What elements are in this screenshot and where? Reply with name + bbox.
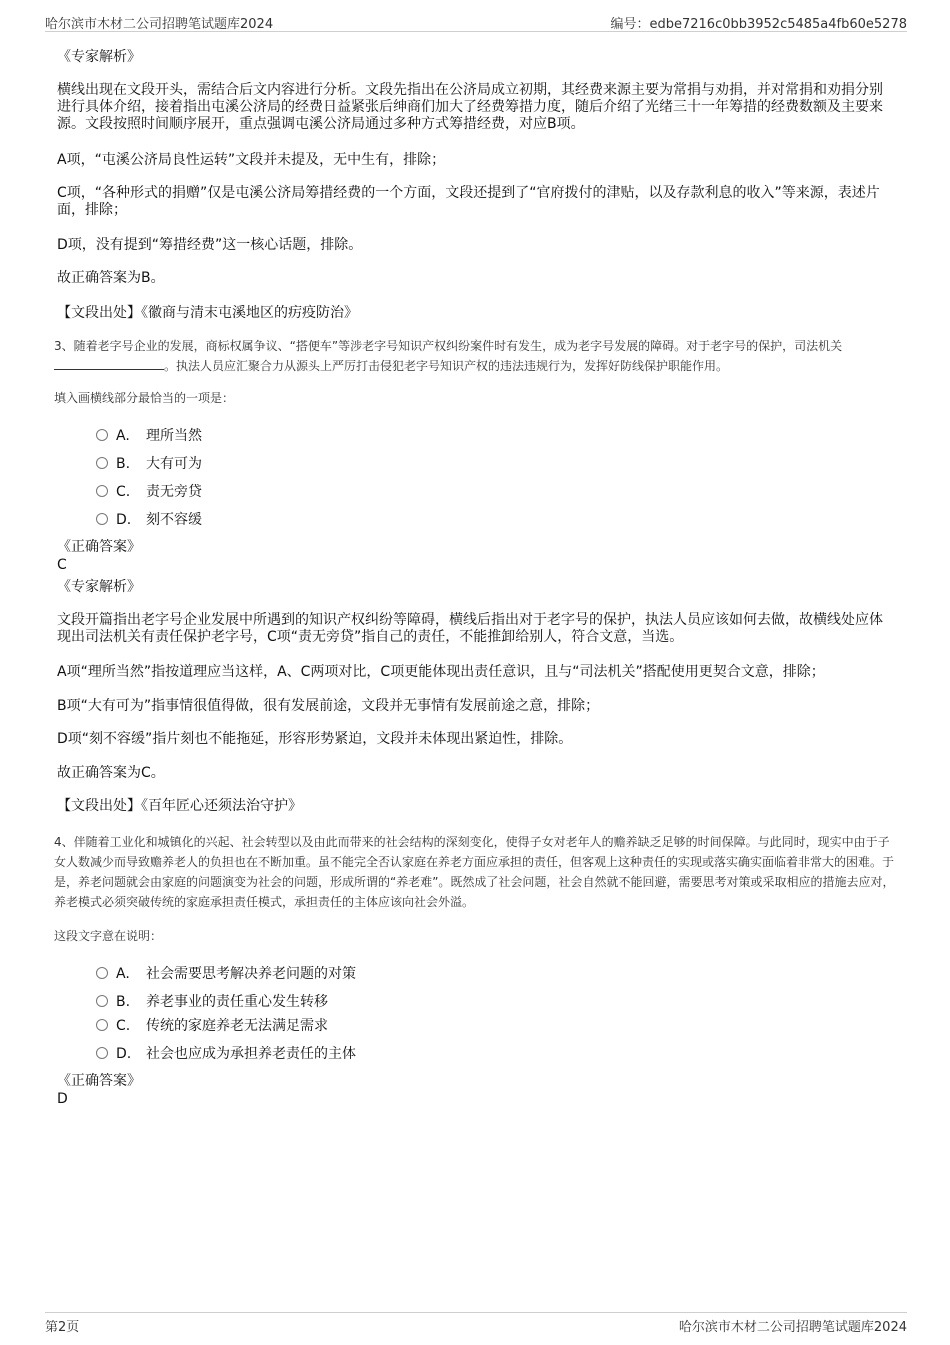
- option-key: D.: [116, 1046, 132, 1062]
- question-3-option-b[interactable]: [96, 453, 202, 473]
- analysis-title: 《专家解析》: [57, 579, 141, 595]
- option-key: B.: [116, 456, 131, 472]
- question-4-prompt: 这段文字意在说明：: [54, 929, 163, 943]
- question-3-prompt: 填入画横线部分最恰当的一项是：: [54, 391, 235, 405]
- page-header: [45, 13, 907, 32]
- option-key: C.: [116, 1018, 131, 1034]
- analysis-conclusion: 故正确答案为C。: [57, 765, 165, 781]
- answer-title: 《正确答案》: [57, 1073, 141, 1089]
- analysis-paragraph: B项“大有可为”指事情很值得做，很有发展前途，文段并无事情有发展前途之意，排除；: [57, 698, 600, 714]
- radio-icon[interactable]: [96, 995, 108, 1007]
- radio-icon[interactable]: [96, 457, 108, 469]
- option-text: 大有可为: [146, 456, 202, 472]
- option-key: D.: [116, 512, 132, 528]
- correct-answer: D: [57, 1091, 68, 1107]
- source-citation: 【文段出处】《徽商与清末屯溪地区的疠疫防治》: [57, 305, 358, 321]
- question-3-option-a[interactable]: [96, 425, 202, 445]
- analysis-conclusion: 故正确答案为B。: [57, 270, 165, 286]
- source-citation: 【文段出处】《百年匠心还须法治守护》: [57, 798, 302, 814]
- question-3-stem: [54, 336, 900, 376]
- option-text: 传统的家庭养老无法满足需求: [146, 1018, 328, 1034]
- radio-icon[interactable]: [96, 1047, 108, 1059]
- question-3-text-before: 3、随着老字号企业的发展，商标权属争议、“搭便车”等涉老字号知识产权纠纷案件时有发生，成为老字号发展的障碍。对于老字号的保护，司法机关: [54, 339, 843, 353]
- radio-icon[interactable]: [96, 429, 108, 441]
- question-3-text-after: 。执法人员应汇聚合力从源头上严厉打击侵犯老字号知识产权的违法违规行为，发挥好防线保护职能作用。: [164, 359, 729, 373]
- question-4-option-b[interactable]: [96, 991, 328, 1011]
- option-text: 责无旁贷: [146, 484, 202, 500]
- option-text: 养老事业的责任重心发生转移: [146, 994, 328, 1010]
- header-title: 哈尔滨市木材二公司招聘笔试题库2024: [45, 17, 274, 32]
- answer-title: 《正确答案》: [57, 539, 141, 555]
- question-4-option-c[interactable]: [96, 1015, 328, 1035]
- analysis-paragraph: A项，“屯溪公济局良性运转”文段并未提及，无中生有，排除；: [57, 152, 446, 168]
- radio-icon[interactable]: [96, 1019, 108, 1031]
- analysis-title: 《专家解析》: [57, 49, 141, 65]
- option-key: A.: [116, 966, 130, 982]
- question-4-option-d[interactable]: [96, 1043, 356, 1063]
- analysis-paragraph: D项“刻不容缓”指片刻也不能拖延，形容形势紧迫，文段并未体现出紧迫性，排除。: [57, 731, 573, 747]
- option-key: C.: [116, 484, 131, 500]
- analysis-paragraph: D项，没有提到“筹措经费”这一核心话题，排除。: [57, 237, 363, 253]
- option-text: 理所当然: [146, 428, 202, 444]
- footer-title: 哈尔滨市木材二公司招聘笔试题库2024: [678, 1320, 907, 1335]
- question-3-option-d[interactable]: [96, 509, 202, 529]
- question-3-option-c[interactable]: [96, 481, 202, 501]
- option-text: 刻不容缓: [146, 512, 202, 528]
- analysis-paragraph: C项，“各种形式的捐赠”仅是屯溪公济局筹措经费的一个方面，文段还提到了“官府拨付的津贴，以及存款利息的收入”等来源，表述片面，排除；: [57, 185, 880, 218]
- analysis-paragraph: 横线出现在文段开头，需结合后文内容进行分析。文段先指出在公济局成立初期，其经费来源主要为常捐与劝捐，并对常捐和劝捐分别进行具体介绍，接着指出屯溪公济局的经费日益紧张后绅商们加大了经费筹措力度，随后介绍了光绪三十一年筹措的经费数额及主要来源。文段按照时间顺序展开，重点强调屯溪公济局通过多种方式筹措经费，对应B项。: [57, 82, 883, 132]
- fill-blank-line: [54, 357, 164, 370]
- option-text: 社会也应成为承担养老责任的主体: [146, 1046, 356, 1062]
- radio-icon[interactable]: [96, 513, 108, 525]
- page-number: 第2页: [45, 1320, 80, 1335]
- question-4-stem: 4、伴随着工业化和城镇化的兴起、社会转型以及由此而带来的社会结构的深刻变化，使得子女对老年人的赡养缺乏足够的时间保障。与此同时，现实中由于子女人数减少而导致赡养老人的负担也在不断加重。虽不能完全否认家庭在养老方面应承担的责任，但客观上这种责任的实现或落实确实面临着非常大的困难。于是，养老问题就会由家庭的问题演变为社会的问题，形成所谓的“养老难”。既然成了社会问题，社会自然就不能回避，需要思考对策或采取相应的措施去应对，养老模式必须突破传统的家庭承担责任模式，承担责任的主体应该向社会外溢。: [54, 835, 895, 909]
- option-text: 社会需要思考解决养老问题的对策: [146, 966, 356, 982]
- correct-answer: C: [57, 557, 67, 573]
- header-doc-id: 编号：edbe7216c0bb3952c5485a4fb60e5278: [610, 17, 907, 32]
- radio-icon[interactable]: [96, 967, 108, 979]
- radio-icon[interactable]: [96, 485, 108, 497]
- option-key: B.: [116, 994, 131, 1010]
- analysis-paragraph: 文段开篇指出老字号企业发展中所遇到的知识产权纠纷等障碍，横线后指出对于老字号的保护，执法人员应该如何去做，故横线处应体现出司法机关有责任保护老字号，C项“责无旁贷”指自己的责任，不能推卸给别人，符合文意，当选。: [57, 612, 883, 645]
- page-footer: [45, 1312, 907, 1335]
- option-key: A.: [116, 428, 130, 444]
- question-4-option-a[interactable]: [96, 963, 356, 983]
- analysis-paragraph: A项“理所当然”指按道理应当这样，A、C两项对比，C项更能体现出责任意识，且与“司法机关”搭配使用更契合文意，排除；: [57, 664, 825, 680]
